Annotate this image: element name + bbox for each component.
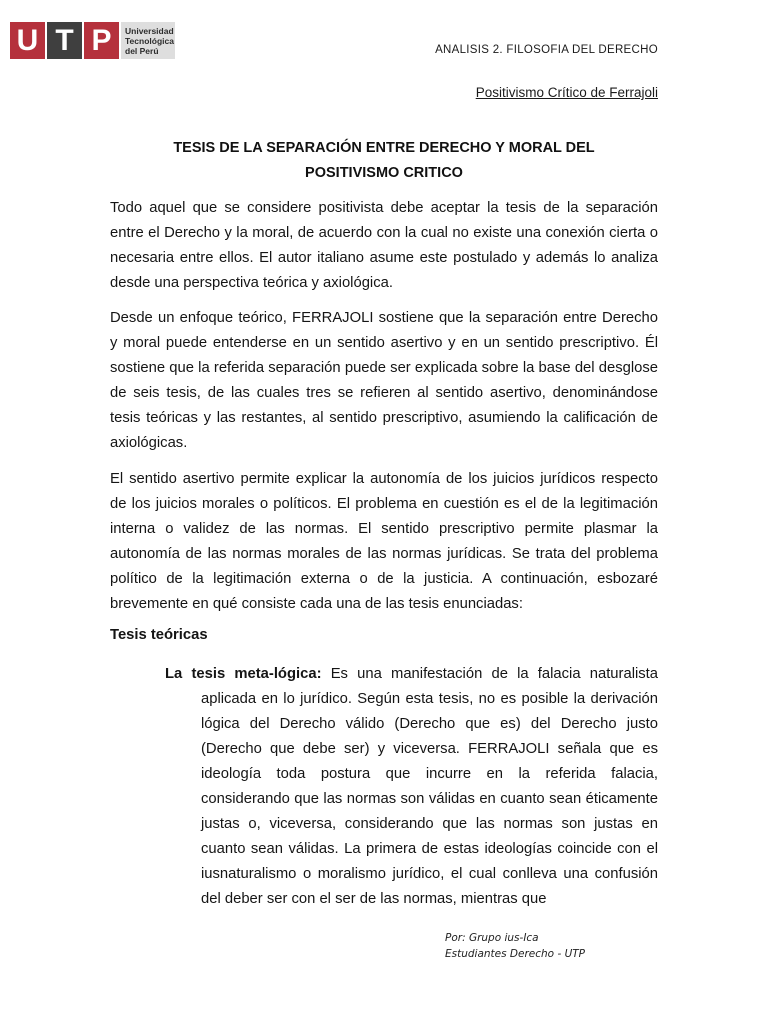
thesis-text: Es una manifestación de la falacia naturalista aplicada en lo jurídico. Según esta tesis, no es posible la derivación lógica del Derecho válido (Derecho que es) del Derecho justo (Derecho que debe ser) y viceversa. FERRAJOLI señala que es ideología toda postura que incurre en la referida falacia, considerando que las normas son válidas en cuanto sean éticamente justas o, viceversa, considerando que las normas son justas en cuanto sean válidas. La primera de estas ideologías coincide con el iusnaturalismo o moralismo jurídico, el cual conlleva una confusión del deber ser con el ser de las normas, mientras que bbox=[201, 666, 659, 907]
footer-line-2: Estudiantes Derecho - UTP bbox=[445, 948, 586, 960]
course-header: ANALISIS 2. FILOSOFIA DEL DERECHO bbox=[435, 44, 658, 56]
logo-letter-t: T bbox=[47, 22, 82, 59]
logo-letters bbox=[10, 22, 119, 59]
title-line-2: POSITIVISMO CRITICO bbox=[305, 165, 463, 181]
logo-letter-u: U bbox=[10, 22, 45, 59]
page-footer bbox=[445, 930, 585, 962]
footer-line-1: Por: Grupo ius-Ica bbox=[445, 932, 539, 944]
logo-line-2: Tecnológica bbox=[125, 35, 174, 46]
paragraph-3: El sentido asertivo permite explicar la autonomía de los juicios jurídicos respecto de los juicios morales o políticos. El problema en cuestión es el de la legitimación interna o validez de las normas. El sentido prescriptivo permite plasmar la autonomía de las normas morales de las normas jurídicas. Se trata del problema político de la legitimación externa o de la justicia. A continuación, esbozaré brevemente en qué consiste cada una de las tesis enunciadas: bbox=[110, 471, 658, 612]
section-heading: Tesis teóricas bbox=[110, 627, 208, 643]
document-subtitle: Positivismo Crítico de Ferrajoli bbox=[475, 85, 658, 100]
logo-line-3: del Perú bbox=[125, 45, 159, 56]
thesis-paragraph bbox=[165, 662, 659, 912]
document-title bbox=[110, 136, 658, 186]
title-line-1: TESIS DE LA SEPARACIÓN ENTRE DERECHO Y MORAL DEL bbox=[173, 140, 595, 156]
logo-text bbox=[121, 22, 175, 59]
paragraph-1: Todo aquel que se considere positivista debe aceptar la tesis de la separación entre el Derecho y la moral, de acuerdo con la cual no existe una conexión cierta o necesaria entre ellos. El autor italiano asume este postulado y además lo analiza desde una perspectiva teórica y axiológica. bbox=[110, 200, 658, 291]
thesis-label: La tesis meta-lógica: bbox=[165, 666, 322, 682]
logo-line-1: Universidad bbox=[125, 25, 174, 36]
logo-letter-p: P bbox=[84, 22, 119, 59]
utp-logo bbox=[10, 22, 175, 59]
paragraph-2: Desde un enfoque teórico, FERRAJOLI sostiene que la separación entre Derecho y moral puede entenderse en un sentido asertivo y en un sentido prescriptivo. Él sostiene que la referida separación puede ser explicada sobre la base del desglose de seis tesis, de las cuales tres se refieren al sentido asertivo, denominándose tesis teóricas y las restantes, al sentido prescriptivo, asumiendo la calificación de axiológicas. bbox=[110, 310, 658, 451]
